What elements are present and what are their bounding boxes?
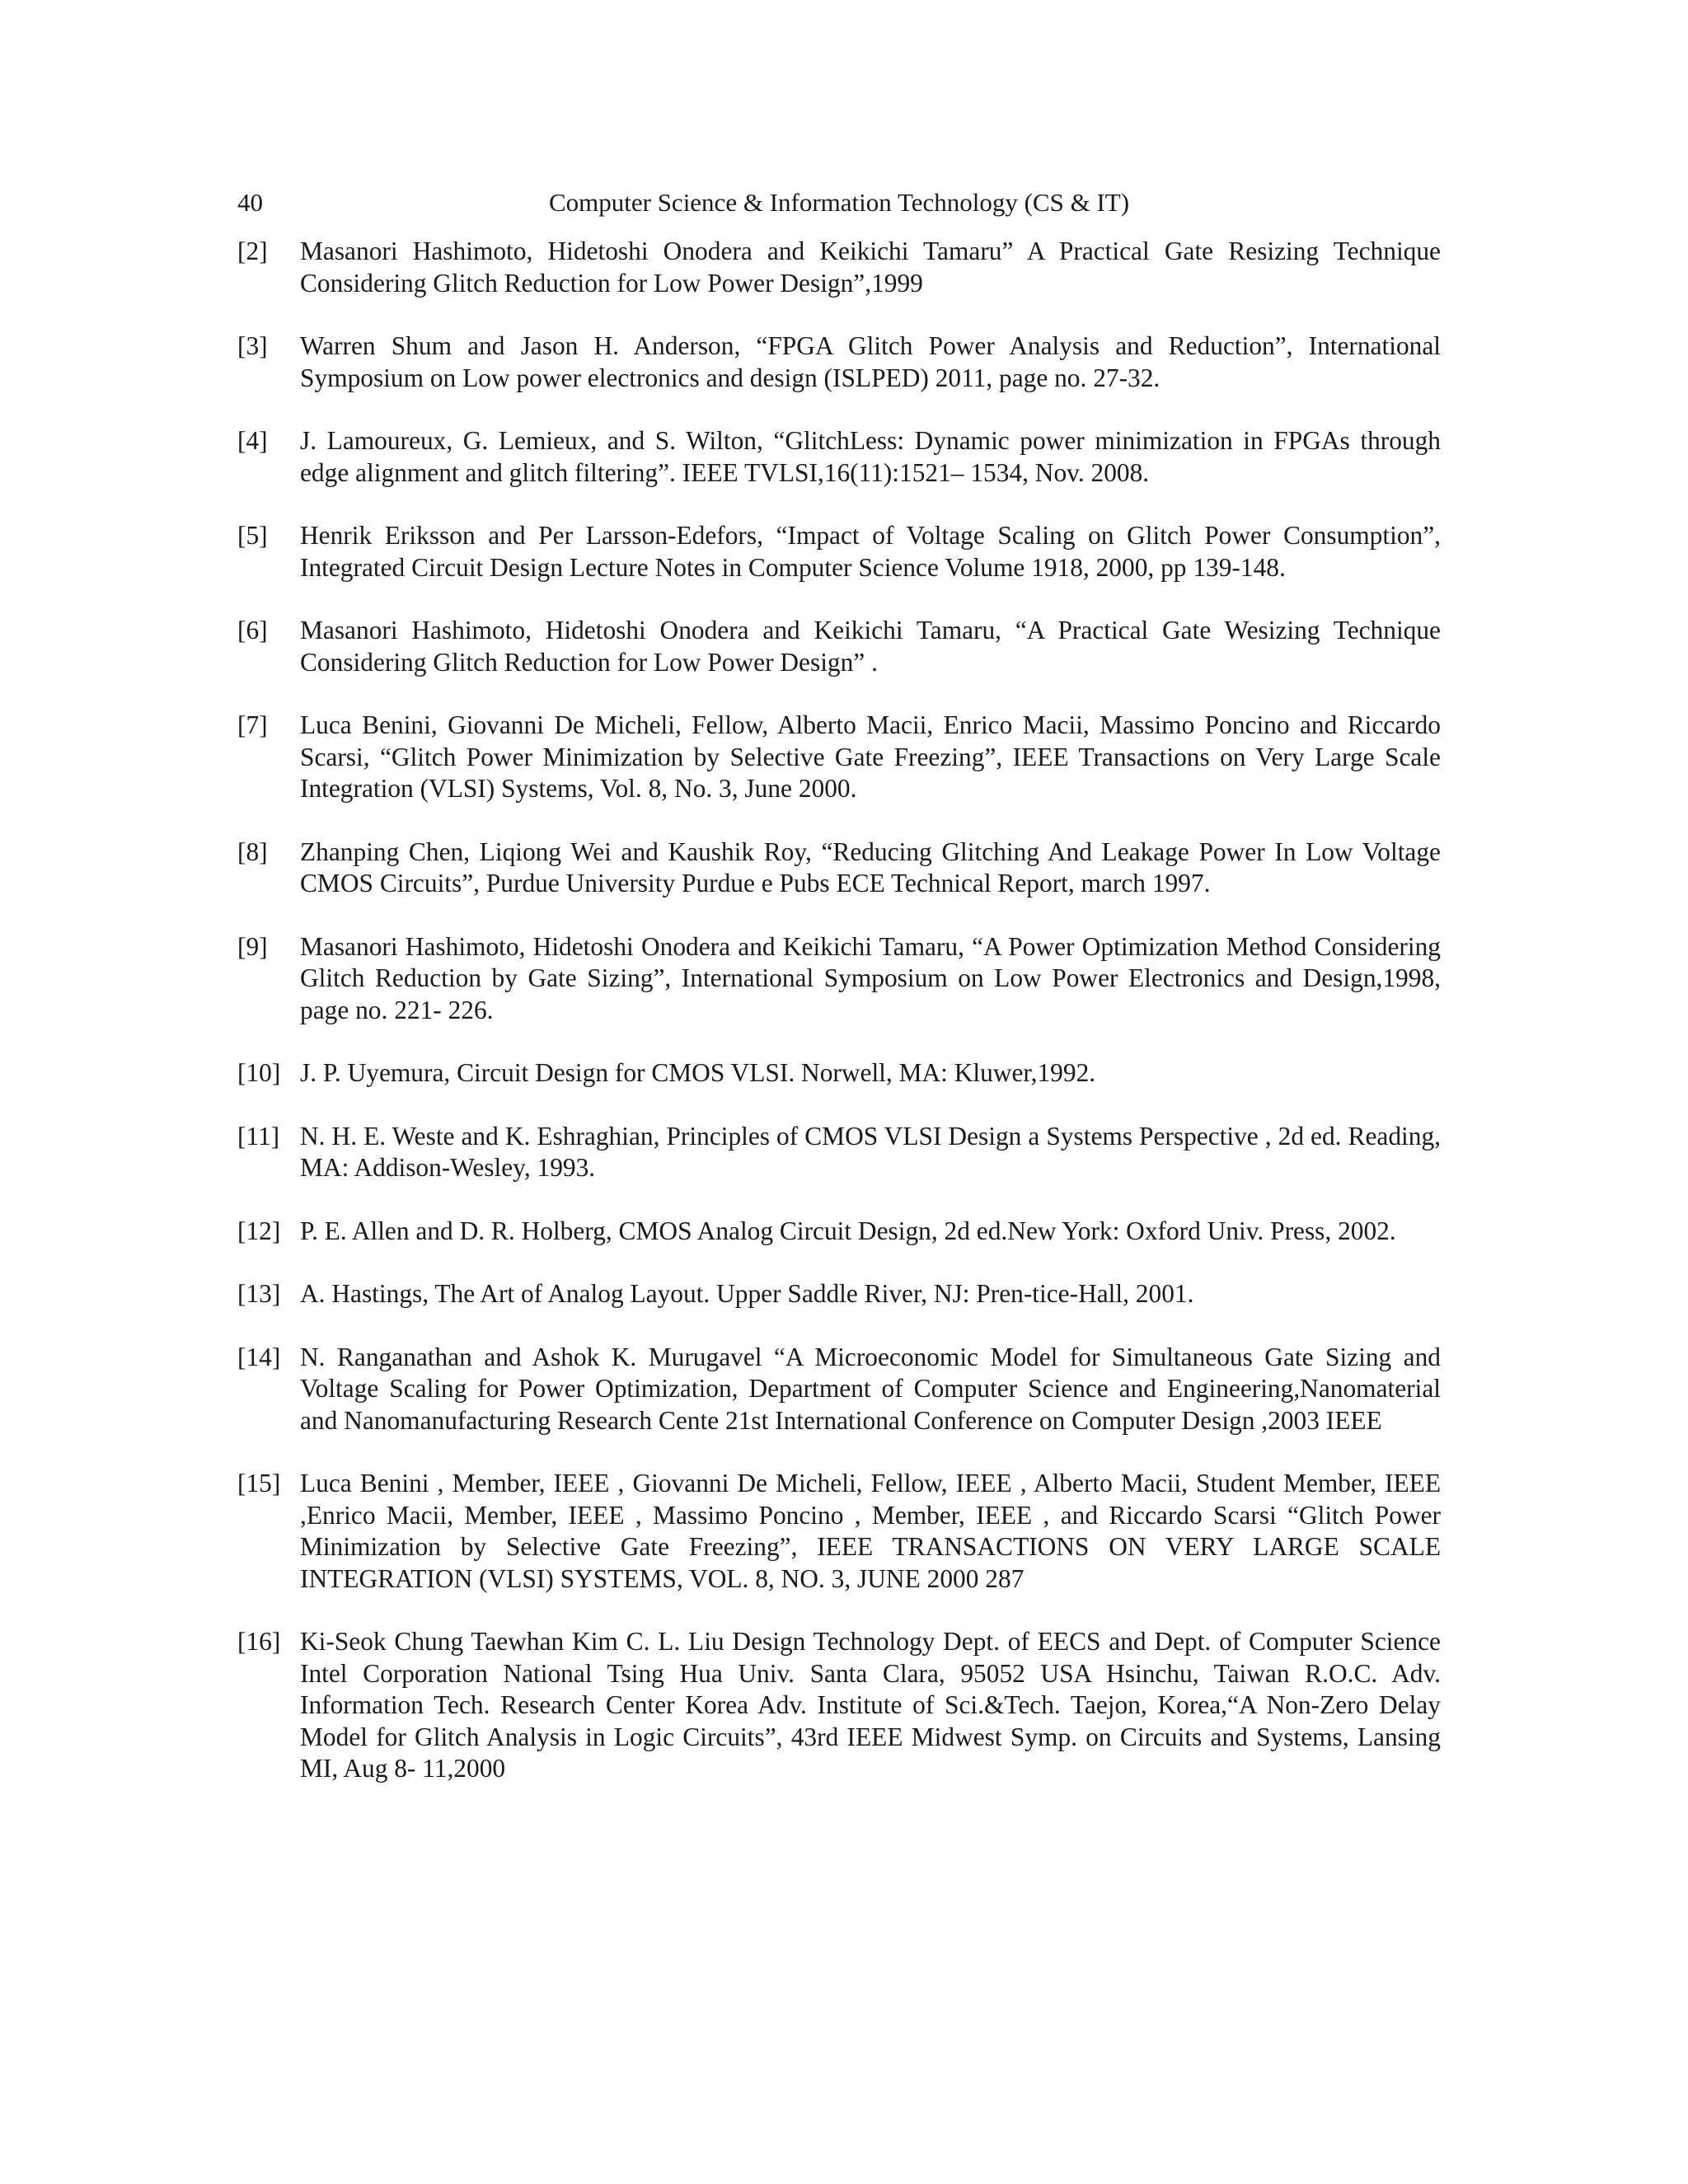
reference-text: Ki-Seok Chung Taewhan Kim C. L. Liu Design Technology Dept. of EECS and Dept. of Computer Science Intel Corporation National Tsing Hua Univ. Santa Clara, 95052 USA Hsinchu, Taiwan R.O.C. Adv. Information Tech. Research Center Korea Adv. Institute of Sci.&Tech. Taejon, Korea,“A Non-Zero Delay Model for Glitch Analysis in Logic Circuits”, 43rd IEEE Midwest Symp. on Circuits and Systems, Lansing MI, Aug 8- 11,2000 [300,1627,1441,1783]
reference-number: [15] [237,1469,281,1497]
journal-title: Computer Science & Information Technology (CS & IT) [548,188,1130,217]
reference-text: J. P. Uyemura, Circuit Design for CMOS VLSI. Norwell, MA: Kluwer,1992. [300,1058,1096,1087]
reference-text: P. E. Allen and D. R. Holberg, CMOS Analog Circuit Design, 2d ed.New York: Oxford Univ. Press, 2002. [300,1216,1396,1245]
reference-number: [7] [237,710,268,739]
reference-text: Masanori Hashimoto, Hidetoshi Onodera and Keikichi Tamaru, “A Power Optimization Method Considering Glitch Reduction by Gate Sizing”, International Symposium on Low Power Electronics and Design,1998, page no. 221- 226. [300,931,1441,1024]
reference-number: [6] [237,616,268,644]
reference-text: Masanori Hashimoto, Hidetoshi Onodera and Keikichi Tamaru, “A Practical Gate Wesizing Technique Considering Glitch Reduction for Low Power Design” . [300,616,1441,677]
reference-item [237,1626,1441,1785]
reference-item [237,1121,1441,1184]
reference-number: [16] [237,1627,281,1656]
page-header [237,185,1441,221]
reference-item [237,710,1441,805]
reference-number: [5] [237,521,268,550]
reference-item [237,1057,1441,1090]
reference-number: [11] [237,1121,280,1151]
reference-text: Zhanping Chen, Liqiong Wei and Kaushik Roy, “Reducing Glitching And Leakage Power In Low Voltage CMOS Circuits”, Purdue University Purdue e Pubs ECE Technical Report, march 1997. [300,837,1441,898]
reference-text: Warren Shum and Jason H. Anderson, “FPGA Glitch Power Analysis and Reduction”, International Symposium on Low power electronics and design (ISLPED) 2011, page no. 27-32. [300,331,1441,392]
reference-number: [8] [237,837,268,866]
reference-number: [14] [237,1342,281,1371]
reference-item [237,837,1441,900]
reference-item [237,615,1441,678]
reference-item [237,330,1441,394]
reference-item [237,1278,1441,1310]
reference-text: Luca Benini , Member, IEEE , Giovanni De Micheli, Fellow, IEEE , Alberto Macii, Student Member, IEEE ,Enrico Macii, Member, IEEE , Massimo Poncino , Member, IEEE , and Riccardo Scarsi “Glitch Power Minimization by Selective Gate Freezing”, IEEE TRANSACTIONS ON VERY LARGE SCALE INTEGRATION (VLSI) SYSTEMS, VOL. 8, NO. 3, JUNE 2000 287 [300,1469,1441,1593]
reference-text: N. Ranganathan and Ashok K. Murugavel “A Microeconomic Model for Simultaneous Gate Sizing and Voltage Scaling for Power Optimization, Department of Computer Science and Engineering,Nanomaterial and Nanomanufacturing Research Cente 21st International Conference on Computer Design ,2003 IEEE [300,1342,1441,1435]
reference-number: [12] [237,1216,281,1245]
reference-text: A. Hastings, The Art of Analog Layout. Upper Saddle River, NJ: Pren-tice-Hall, 2001. [300,1279,1194,1308]
reference-item [237,425,1441,489]
reference-number: [2] [237,237,268,265]
reference-number: [4] [237,426,268,455]
reference-number: [3] [237,331,268,360]
reference-text: Luca Benini, Giovanni De Micheli, Fellow, Alberto Macii, Enrico Macii, Massimo Poncino and Riccardo Scarsi, “Glitch Power Minimization by Selective Gate Freezing”, IEEE Transactions on Very Large Scale Integration (VLSI) Systems, Vol. 8, No. 3, June 2000. [300,710,1441,803]
reference-text: Henrik Eriksson and Per Larsson-Edefors, “Impact of Voltage Scaling on Glitch Power Consumption”, Integrated Circuit Design Lecture Notes in Computer Science Volume 1918, 2000, pp 139-148. [300,521,1441,582]
reference-item [237,1468,1441,1595]
reference-item [237,236,1441,299]
reference-text: Masanori Hashimoto, Hidetoshi Onodera and Keikichi Tamaru” A Practical Gate Resizing Technique Considering Glitch Reduction for Low Power Design”,1999 [300,237,1441,298]
reference-item [237,520,1441,583]
reference-number: [9] [237,931,268,961]
reference-number: [10] [237,1058,281,1087]
reference-item [237,931,1441,1027]
reference-item [237,1216,1441,1248]
reference-text: N. H. E. Weste and K. Eshraghian, Principles of CMOS VLSI Design a Systems Perspective , 2d ed. Reading, MA: Addison-Wesley, 1993. [300,1121,1441,1182]
reference-item [237,1342,1441,1437]
reference-text: J. Lamoureux, G. Lemieux, and S. Wilton, “GlitchLess: Dynamic power minimization in FPGAs through edge alignment and glitch filtering”. IEEE TVLSI,16(11):1521– 1534, Nov. 2008. [300,426,1441,487]
reference-list [237,236,1441,1816]
page-number: 40 [237,188,263,217]
reference-number: [13] [237,1279,281,1308]
